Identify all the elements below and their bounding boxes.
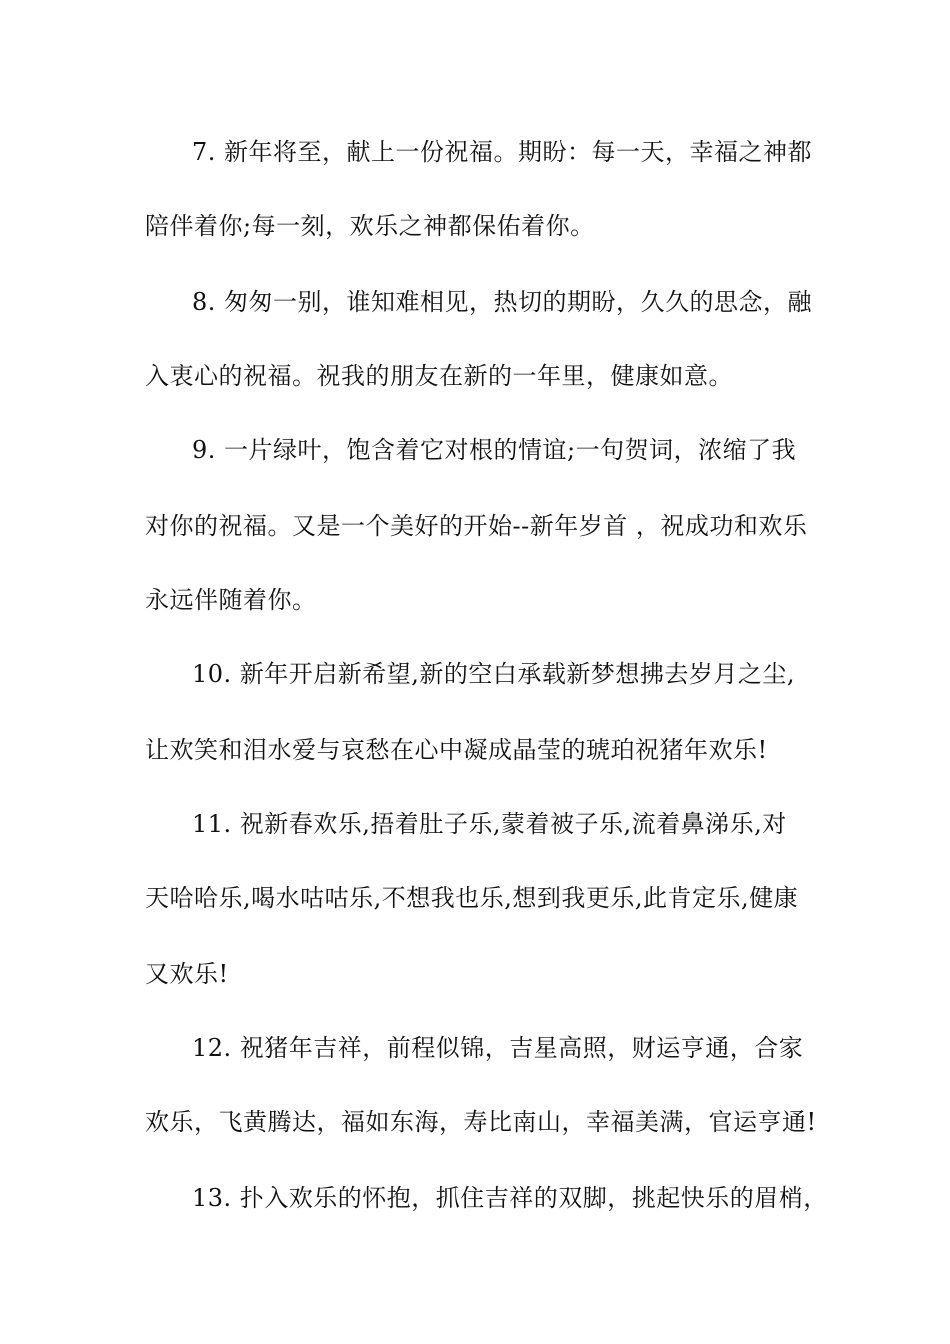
text-line: 7. 新年将至，献上一份祝福。期盼：每一天，幸福之神都	[192, 138, 813, 166]
text-line: 13. 扑入欢乐的怀抱，抓住吉祥的双脚，挑起快乐的眉梢，	[192, 1184, 828, 1212]
text-line: 8. 匆匆一别，谁知难相见，热切的期盼，久久的思念，融	[192, 288, 813, 316]
text-line: 对你的祝福。又是一个美好的开始--新年岁首 ，祝成功和欢乐	[145, 512, 808, 540]
text-line: 入衷心的祝福。祝我的朋友在新的一年里，健康如意。	[145, 362, 733, 390]
text-line: 9. 一片绿叶，饱含着它对根的情谊;一句贺词，浓缩了我	[192, 436, 797, 464]
text-line: 欢乐，飞黄腾达，福如东海，寿比南山，幸福美满，官运亨通!	[145, 1108, 817, 1136]
text-line: 又欢乐!	[145, 960, 229, 988]
text-line: 天哈哈乐,喝水咕咕乐,不想我也乐,想到我更乐,此肯定乐,健康	[145, 884, 799, 912]
text-line: 10. 新年开启新希望,新的空白承载新梦想拂去岁月之尘,	[192, 660, 796, 688]
text-line: 永远伴随着你。	[145, 586, 317, 614]
text-line: 让欢笑和泪水爱与哀愁在心中凝成晶莹的琥珀祝猪年欢乐!	[145, 736, 768, 764]
text-line: 11. 祝新春欢乐,捂着肚子乐,蒙着被子乐,流着鼻涕乐,对	[192, 810, 787, 838]
text-line: 12. 祝猪年吉祥，前程似锦，吉星高照，财运亨通，合家	[192, 1034, 804, 1062]
text-line: 陪伴着你;每一刻，欢乐之神都保佑着你。	[145, 212, 595, 240]
